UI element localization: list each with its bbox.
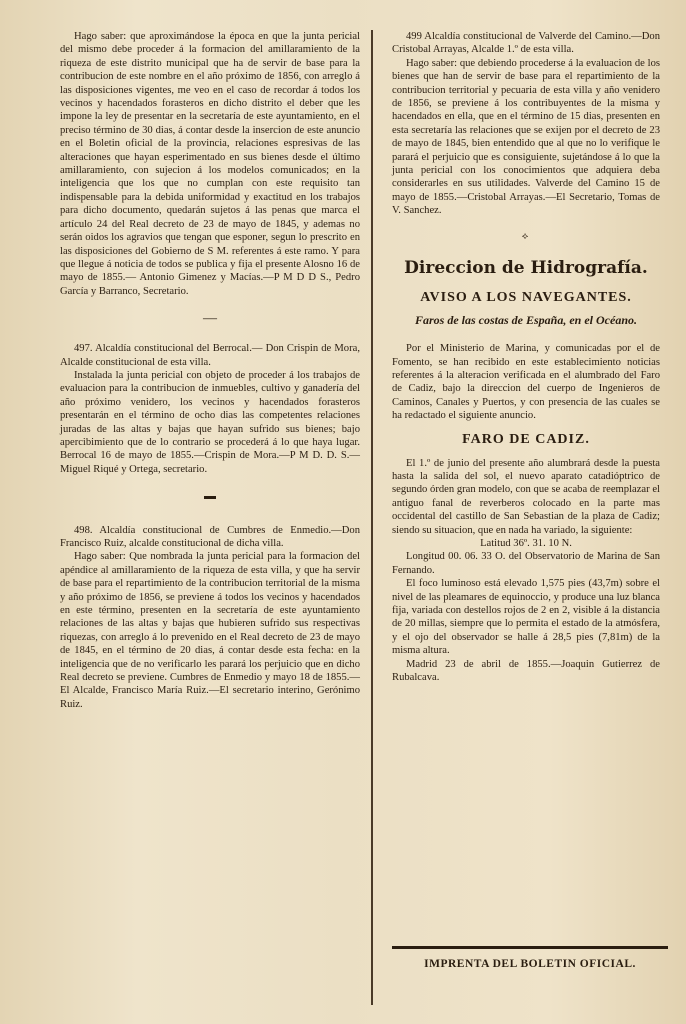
separator-bar xyxy=(60,490,360,503)
ministry-paragraph: Por el Ministerio de Marina, y comunicadas por el de Fomento, se han recibido en este establecimiento noticias referentes á la alteracion verificada en el alumbrado del Faro de Cadiz, bajo la direccion del cuerpo de Ingenieros de Caminos, Canales y Puertos, y con presencia de las cuales se ha redactado el siguiente anuncio. xyxy=(392,343,660,422)
entry-497-body: Instalada la junta pericial con objeto de proceder á los trabajos de evaluacion para la contribucion de inmuebles, cultivo y ganadería del año próximo venidero, los vecinos y hacendados forasteros presentarán en el término de ocho dias las competentes relaciones juradas de las altas y bajas que hayan sufrido sus bienes; bajo apercibimiento que de lo contrario se procederá á lo que haya lugar. Berrocal 16 de mayo de 1855.—Crispin de Mora.—P M D. D. S.—Miguel Riqué y Ortega, secretario. xyxy=(60,369,360,475)
cadiz-heading: FARO DE CADIZ. xyxy=(462,431,590,447)
faros-heading: Faros de las costas de España, en el Océano. xyxy=(415,313,637,328)
focus-paragraph: El foco luminoso está elevado 1,575 pies (43,7m) sobre el nivel de las pleamares de equinoccio, y produce una luz blanca fija, variada con destellos rojos de 2 en 2, visible á la distancia de 20 millas, siempre que lo permita el estado de la atmósfera, y el ojo del observador se halle á 28,5 pies (7,81m) de la misma altura. xyxy=(392,578,660,657)
separator-dash: — xyxy=(203,311,217,327)
entry-498 xyxy=(60,524,360,712)
entry-499-header: 499 Alcaldía constitucional de Valverde del Camino.—Don Cristobal Arrayas, Alcalde 1.º de esta villa. xyxy=(392,31,660,56)
separator-ornament: ⟡ xyxy=(521,230,531,242)
intro-paragraph: Hago saber: que aproximándose la época en que la junta pericial del mismo debe proceder á la formacion del amillaramiento de la riqueza de este distrito municipal que ha de servir de base para la contribucion de este nombre en el año próximo de 1856, con arreglo á las disposiciones vigentes, me veo en el caso de recordar á todos los vecinos y hacendados forasteros en dicho distrito el deber que les impone la ley de presentar en la secretaría de este ayuntamiento, en el preciso término de 30 dias, á contar desde la insercion de este anuncio en el Boletin oficial de la provincia, relaciones espresivas de las alteraciones que hayan esperimentado en sus bienes desde el último amillaramiento, con sujecion á los modelos comunicados; en la inteligencia que los que no cumplan con este requisito tan indispensable para la debida uniformidad y exactitud en los trabajos para dicho documento, quedarán sujetos á las penas que marca el artículo 24 del Real decreto de 23 de mayo de 1845, y ademas no serán oidos los agravios que tengan que esponer, segun lo prescrito en las disposiciones del Gobierno de S M. referentes á este ramo. Y para que llegue á noticia de todos se publica y fija el presente Alosno 16 de mayo de 1855.— Antonio Gimenez y Macías.—P M D D S., Pedro García y Barranco, Secretario. xyxy=(60,31,360,297)
entry-499 xyxy=(392,30,660,218)
entry-498-body: Hago saber: Que nombrada la junta pericial para la formacion del apéndice al amillaramiento de la riqueza de esta villa, y que ha servir de base para el repartimiento de la contribucion territorial de la misma y año próximo de 1856, se previene á todos los vecinos y hacendados en este término, presenten en la secretaría de este ayuntamiento relaciones de las altas y bajas que hubieren sufrido sus respectivas riquezas, con arreglo á lo prevenido en el Real decreto de 23 de mayo de 1845, en el término de 20 dias, á contar desde esta fecha: en la inteligencia que de no verificarlo les parará los perjuicio que en dicho Real decreto se previene. Cumbres de Enmedio y mayo 18 de 1855.—El Alcalde, Francisco María Ruiz.—El secretario interino, Gerónimo Ruiz. xyxy=(60,551,360,710)
cadiz-paragraph: El 1.º de junio del presente año alumbrará desde la puesta hasta la salida del sol, el nuevo aparato catadióptrico de segundo órden gran modelo, con que se acaba de reemplazar el antiguo fanal de reverberos colocado en la parte mas occidental del castillo de San Sebastian de la plaza de Cadiz; siendo su situacion, que en nada ha variado, la siguiente: xyxy=(392,457,660,536)
printer-footer: IMPRENTA DEL BOLETIN OFICIAL. xyxy=(424,958,636,970)
entry-497 xyxy=(60,342,360,476)
left-column xyxy=(60,30,360,711)
longitude-line: Longitud 00. 06. 33 O. del Observatorio de Marina de San Fernando. xyxy=(392,551,660,576)
entry-497-header: 497. Alcaldía constitucional del Berrocal.— Don Crispin de Mora, Alcalde constitucional de esta villa. xyxy=(60,343,360,368)
aviso-heading: AVISO A LOS NAVEGANTES. xyxy=(420,290,632,306)
entry-498-header: 498. Alcaldía constitucional de Cumbres de Enmedio.—Don Francisco Ruiz, alcalde constitucional de dicha villa. xyxy=(60,524,360,549)
footer-rule xyxy=(392,946,668,949)
column-divider xyxy=(371,30,373,1005)
right-column xyxy=(392,30,660,684)
signature-line: Madrid 23 de abril de 1855.—Joaquin Gutierrez de Rubalcava. xyxy=(392,658,660,684)
entry-499-body: Hago saber: que debiendo procederse á la evaluacion de los bienes que han de servir de base para el repartimiento de la contribucion territorial y pecuaria de esta villa y año venidero de 1856, se previene á los contribuyentes de la misma y hacendados en ella, que en el término de 15 dias, presenten en esta secretaría las relaciones que se exijen por el decreto de 23 de mayo de 1845, bien entendido que al que no lo verifique le parará el perjuicio que es consiguiente, sujetándose á lo que la junta pericial con los conocimientos que adquiera deba considerarles en sus utilidades. Valverde del Camino 15 de mayo de 1855.—Cristobal Arrayas.—El Secretario, Tomas de V. Sanchez. xyxy=(392,57,660,217)
latitude-line: Latitud 36º. 31. 10 N. xyxy=(480,537,572,549)
direction-heading: Direccion de Hidrografía. xyxy=(404,258,648,279)
